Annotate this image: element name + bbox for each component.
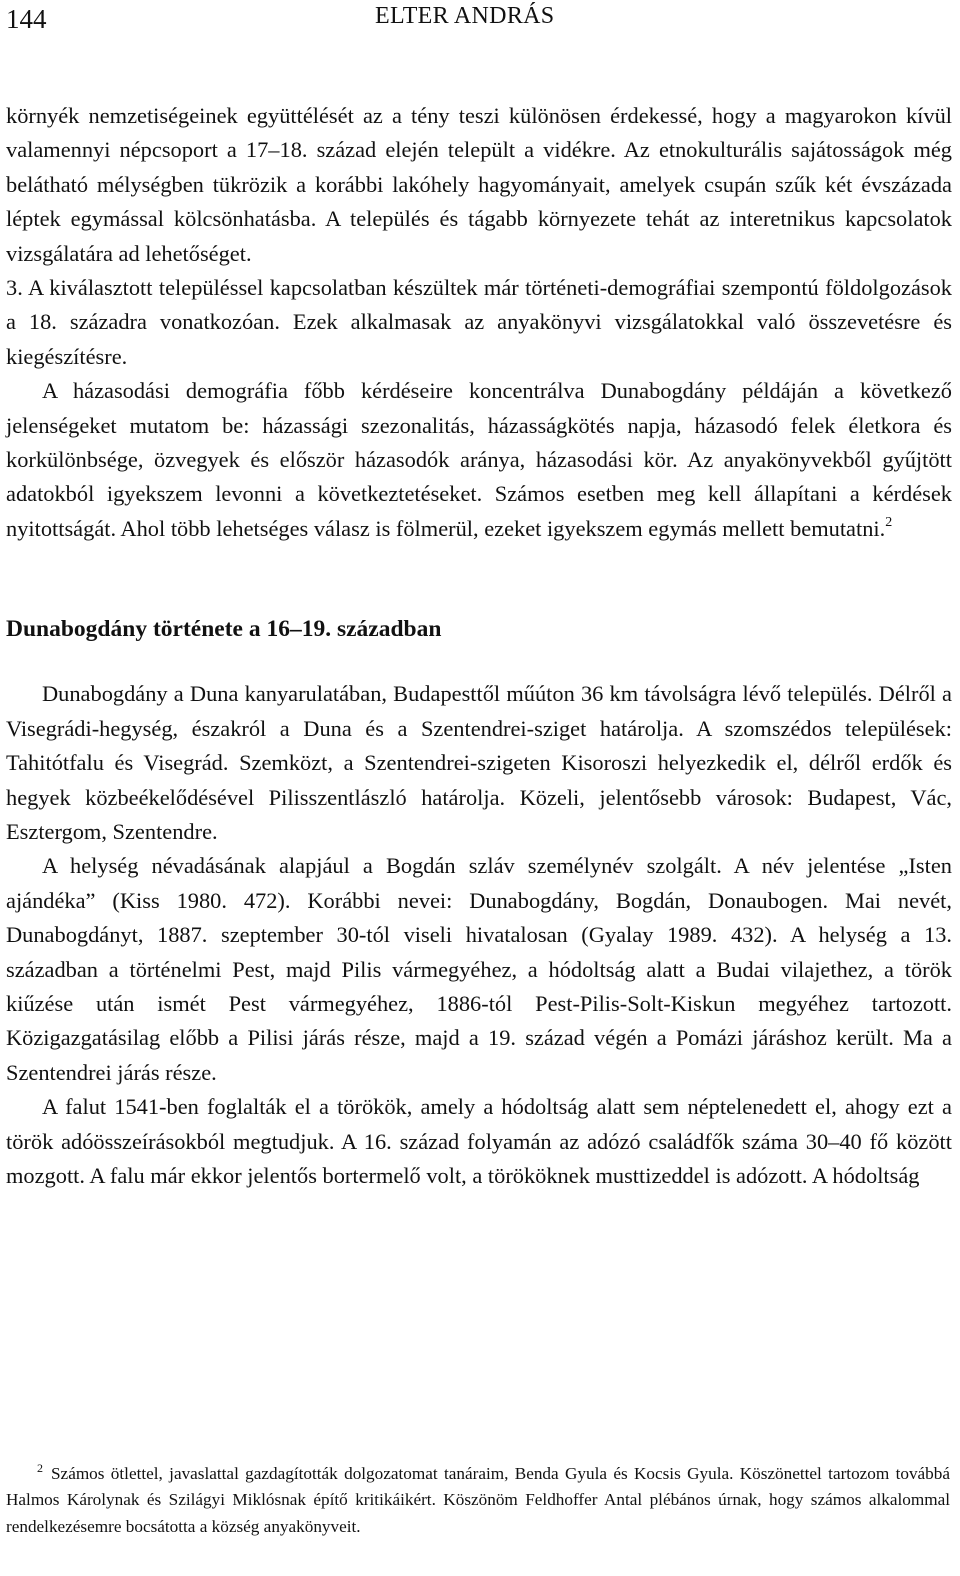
footnote-text: Számos ötlettel, javaslattal gazdagították dolgozatomat tanáraim, Benda Gyula és Kocsis Gyula. Köszönettel tartozom továbbá Halmos Károlynak és Szilágyi Miklósnak építő kritikáikért. Köszönöm Feldhoffer Antal plébános úrnak, hogy számos alkalommal rendelkezésemre bocsátotta a község anyakönyveit. bbox=[6, 1464, 950, 1536]
section-heading: Dunabogdány története a 16–19. században bbox=[6, 616, 442, 643]
paragraph-3: 3. A kiválasztott településsel kapcsolatban készültek már történeti-demográfiai szempontú földolgozások a 18. századra vonatkozóan. Ezek alkalmasak az anyakönyvi vizsgálatokkal való összevetésre és kiegészítésre. bbox=[6, 275, 952, 369]
paragraph-continued: környék nemzetiségeinek együttélését az a tény teszi különösen érdekessé, hogy a magyarokon kívül valamennyi népcsoport a 17–18. század elején települt a vidékre. Az etnokulturális sajátosságok még belátható mélységben tükrözik a korábbi lakóhely hagyományait, amelyek csupán szűk két évszázada léptek egymással kölcsönhatásba. A település és tágabb környezete tehát az interetnikus kapcsolatok vizsgálatára ad lehetőséget. bbox=[6, 103, 952, 266]
body-text bbox=[6, 99, 952, 1193]
paragraph-location: Dunabogdány a Duna kanyarulatában, Budapesttől műúton 36 km távolságra lévő település. Délről a Visegrádi-hegység, északról a Duna és a Szentendrei-sziget határolja. A szomszédos települések: Tahitótfalu és Visegrád. Szemközt, a Szentendrei-szigeten Kisoroszi helyezkedik el, délről erdők és hegyek közbeékelődésével Pilisszentlászló határolja. Közeli, jelentősebb városok: Budapest, Vác, Esztergom, Szentendre. bbox=[6, 681, 952, 844]
paragraph-research-focus bbox=[6, 374, 952, 546]
paragraph-name-origin: A helység névadásának alapjául a Bogdán szláv személynév szolgált. A név jelentése „Isten ajándéka” (Kiss 1980. 472). Korábbi nevei: Dunabogdány, Bogdán, Donaubogen. Mai nevét, Dunabogdányt, 1887. szeptember 30-tól viseli hivatalosan (Gyalay 1989. 432). A helység a 13. században a történelmi Pest, majd Pilis vármegyéhez, a hódoltság alatt a Budai vilajethez, a török kiűzése után ismét Pest vármegyéhez, 1886-tól Pest-Pilis-Solt-Kiskun megyéhez tartozott. Közigazgatásilag előbb a Pilisi járás része, majd a 19. század végén a Pomázi járáshoz került. Ma a Szentendrei járás része. bbox=[6, 853, 952, 1085]
footnote-paragraph bbox=[6, 1461, 950, 1540]
footnote-reference[interactable]: 2 bbox=[885, 514, 893, 530]
running-title: ELTER ANDRÁS bbox=[375, 3, 555, 29]
paragraph-ottoman-period: A falut 1541-ben foglalták el a törökök, amely a hódoltság alatt sem néptelenedett el, ahogy ezt a török adóösszeírásokból megtudjuk. A 16. század folyamán az adózó családfők száma 30–40 fő között mozgott. A falu már ekkor jelentős bortermelő volt, a törököknek musttizeddel is adózott. A hódoltság bbox=[6, 1094, 952, 1188]
page-number: 144 bbox=[6, 4, 47, 34]
footnote-number: 2 bbox=[37, 1461, 43, 1475]
paragraph-text: A házasodási demográfia főbb kérdéseire koncentrálva Dunabogdány példáján a következő jelenségeket mutatom be: házassági szezonalitás, házasságkötés napja, házasodó felek életkora és korkülönbsége, özvegyek és először házasodók aránya, házasodási kör. Az anyakönyvekből gyűjtött adatokból igyekszem levonni a következtetéseket. Számos esetben meg kell állapítani a kérdések nyitottságát. Ahol több lehetséges válasz is fölmerül, ezeket igyekszem egymás mellett bemutatni. bbox=[6, 378, 952, 541]
footnote bbox=[6, 1461, 950, 1540]
running-header bbox=[0, 0, 960, 40]
